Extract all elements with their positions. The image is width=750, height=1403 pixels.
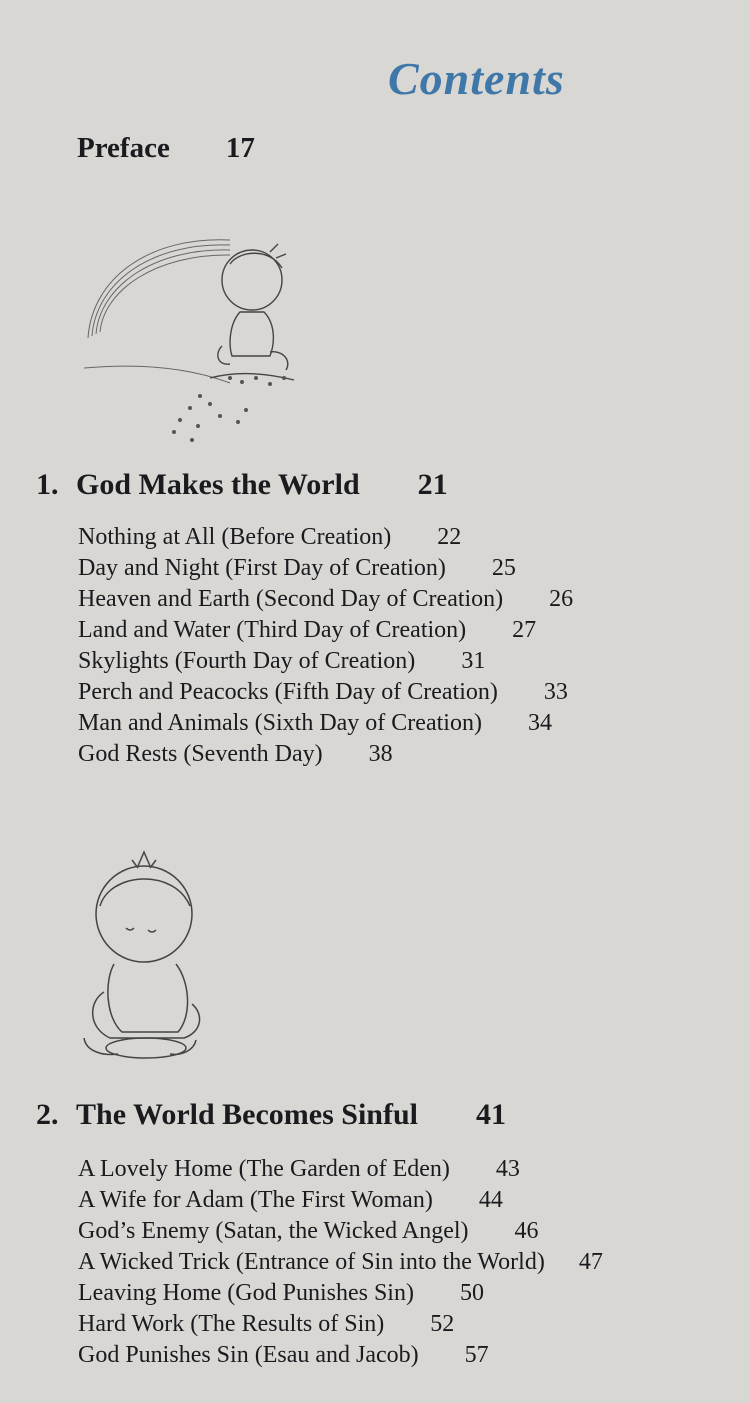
chapter-2-heading[interactable]: [36, 1098, 506, 1132]
entry-title: Land and Water (Third Day of Creation): [78, 617, 467, 643]
preface-label: Preface: [77, 132, 170, 164]
entry-title: Heaven and Earth (Second Day of Creation): [78, 586, 504, 612]
child-rainbow-illustration: [80, 228, 310, 458]
entry-title: God’s Enemy (Satan, the Wicked Angel): [78, 1218, 469, 1244]
child-turtle-illustration: [74, 842, 214, 1067]
toc-entry[interactable]: [78, 1340, 603, 1371]
chapter-title: The World Becomes Sinful: [76, 1098, 418, 1131]
entry-page-number: 57: [464, 1342, 489, 1368]
toc-entry[interactable]: [78, 1278, 603, 1309]
entry-title: Day and Night (First Day of Creation): [78, 555, 446, 581]
child-rainbow-drawing: [80, 228, 310, 458]
entry-page-number: 52: [430, 1311, 455, 1337]
entry-page-number: 50: [459, 1280, 484, 1306]
entry-page-number: 34: [527, 710, 552, 736]
chapter-1-entries: [78, 522, 573, 770]
entry-title: A Wife for Adam (The First Woman): [78, 1187, 433, 1213]
entry-page-number: 31: [461, 648, 486, 674]
entry-page-number: 43: [495, 1156, 520, 1182]
entry-page-number: 26: [549, 586, 574, 612]
entry-title: God Punishes Sin (Esau and Jacob): [78, 1342, 419, 1368]
entry-title: Perch and Peacocks (Fifth Day of Creation): [78, 679, 498, 705]
toc-entry[interactable]: [78, 553, 573, 584]
toc-entry[interactable]: [78, 1309, 603, 1340]
chapter-2-entries: [78, 1154, 603, 1371]
toc-entry[interactable]: [78, 615, 573, 646]
toc-entry[interactable]: [78, 646, 573, 677]
entry-page-number: 38: [368, 741, 393, 767]
entry-title: Leaving Home (God Punishes Sin): [78, 1280, 414, 1306]
toc-entry[interactable]: [78, 1247, 603, 1278]
entry-page-number: 33: [543, 679, 568, 705]
chapter-number: 2.: [36, 1098, 59, 1131]
toc-entry[interactable]: [78, 1216, 603, 1247]
entry-title: A Lovely Home (The Garden of Eden): [78, 1156, 450, 1182]
chapter-1-heading[interactable]: [36, 468, 448, 502]
preface-page-number: 17: [225, 132, 255, 164]
toc-entry[interactable]: [78, 584, 573, 615]
entry-page-number: 47: [578, 1249, 603, 1275]
chapter-page-number: 21: [417, 468, 448, 501]
entry-page-number: 44: [478, 1187, 503, 1213]
toc-entry[interactable]: [78, 1185, 603, 1216]
child-turtle-drawing: [74, 842, 214, 1067]
toc-entry[interactable]: [78, 522, 573, 553]
entry-title: Nothing at All (Before Creation): [78, 524, 392, 550]
chapter-number: 1.: [36, 468, 59, 501]
toc-entry[interactable]: [78, 677, 573, 708]
entry-page-number: 22: [437, 524, 462, 550]
entry-title: Hard Work (The Results of Sin): [78, 1311, 385, 1337]
chapter-page-number: 41: [475, 1098, 506, 1131]
entry-page-number: 27: [512, 617, 537, 643]
page-title: Contents: [388, 53, 565, 104]
toc-entry[interactable]: [78, 708, 573, 739]
toc-entry[interactable]: [78, 1154, 603, 1185]
entry-title: Man and Animals (Sixth Day of Creation): [78, 710, 482, 736]
toc-entry[interactable]: [78, 739, 573, 770]
chapter-title: God Makes the World: [76, 468, 360, 501]
entry-title: A Wicked Trick (Entrance of Sin into the World): [78, 1249, 545, 1275]
entry-page-number: 25: [491, 555, 516, 581]
entry-page-number: 46: [514, 1218, 539, 1244]
preface-entry[interactable]: [77, 132, 255, 165]
entry-title: Skylights (Fourth Day of Creation): [78, 648, 416, 674]
entry-title: God Rests (Seventh Day): [78, 741, 323, 767]
